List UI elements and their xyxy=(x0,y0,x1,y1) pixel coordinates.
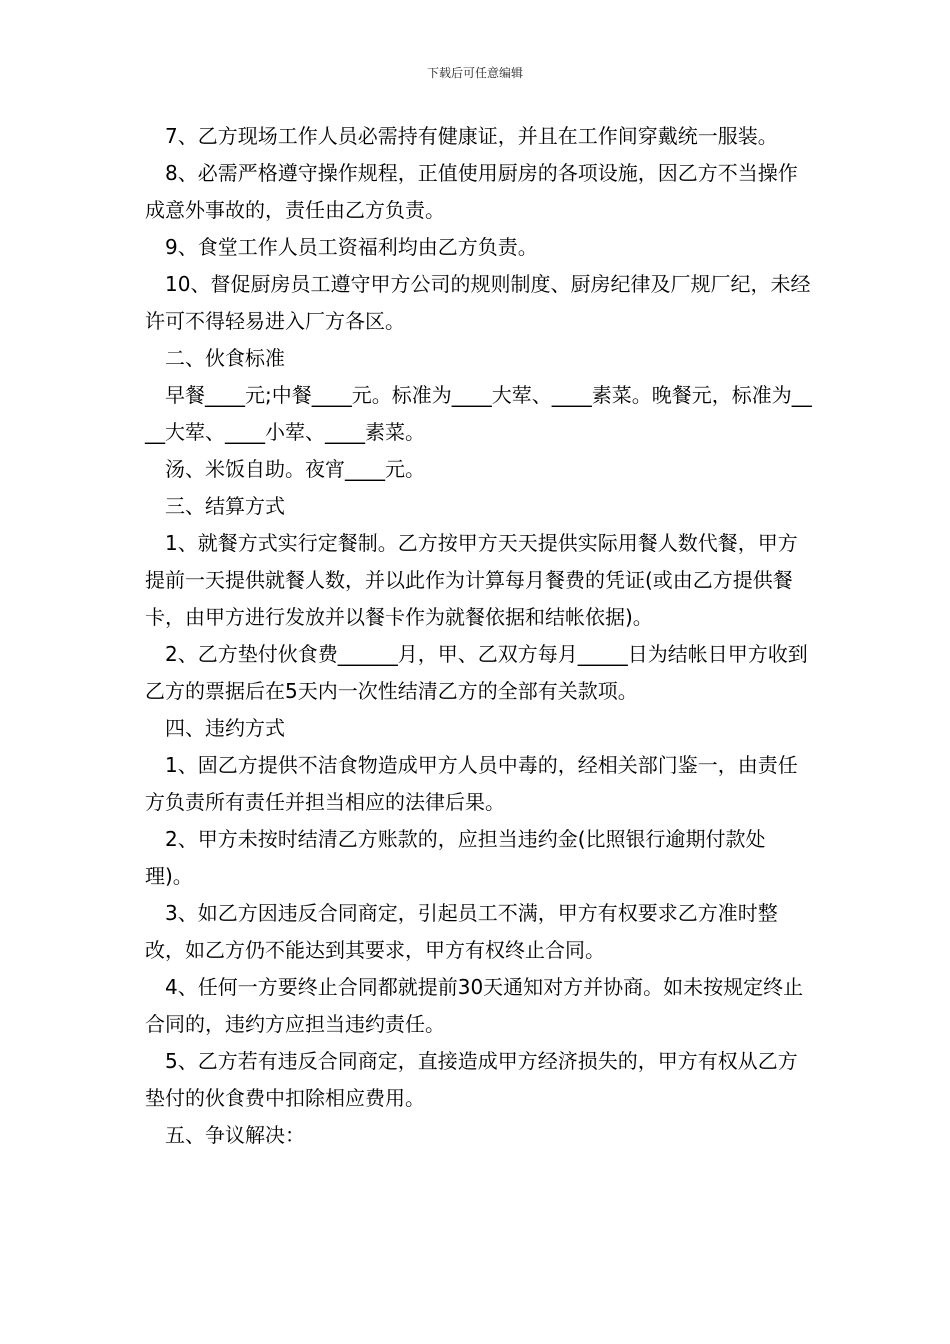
clause-9: 9、食堂工作人员工资福利均由乙方负责。 xyxy=(165,235,538,259)
settlement-clause-2: 2、乙方垫付伙食费______月，甲、乙双方每月_____日为结帐日甲方收到乙方的票据后在5天内一次性结清乙方的全部有关款项。 xyxy=(145,642,808,703)
clause-7: 7、乙方现场工作人员必需持有健康证，并且在工作间穿戴统一服装。 xyxy=(165,124,778,148)
section-heading-dispute: 五、争议解决： xyxy=(165,1123,305,1147)
document-body xyxy=(145,118,813,1154)
section-heading-meal-standard: 二、伙食标准 xyxy=(165,346,285,370)
header-note: 下载后可任意编辑 xyxy=(426,66,523,80)
meal-standard-extra: 汤、米饭自助。夜宵____元。 xyxy=(165,457,425,481)
breach-clause-5: 5、乙方若有违反合同商定，直接造成甲方经济损失的，甲方有权从乙方垫付的伙食费中扣除相应费用。 xyxy=(145,1049,798,1110)
clause-8: 8、必需严格遵守操作规程，正值使用厨房的各项设施，因乙方不当操作成意外事故的，责任由乙方负责。 xyxy=(145,161,798,222)
section-heading-breach: 四、违约方式 xyxy=(165,716,285,740)
breach-clause-1: 1、固乙方提供不洁食物造成甲方人员中毒的，经相关部门鉴一，由责任方负责所有责任并担当相应的法律后果。 xyxy=(145,753,798,814)
meal-standard-text: 早餐____元;中餐____元。标准为____大荤、____素菜。晚餐元，标准为____大荤、____小荤、____素菜。 xyxy=(145,383,812,444)
clause-10: 10、督促厨房员工遵守甲方公司的规则制度、厨房纪律及厂规厂纪，未经许可不得轻易进入厂方各区。 xyxy=(145,272,811,333)
settlement-clause-1: 1、就餐方式实行定餐制。乙方按甲方天天提供实际用餐人数代餐，甲方提前一天提供就餐人数，并以此作为计算每月餐费的凭证(或由乙方提供餐卡，由甲方进行发放并以餐卡作为就餐依据和结帐依据)。 xyxy=(145,531,798,629)
breach-clause-3: 3、如乙方因违反合同商定，引起员工不满，甲方有权要求乙方准时整改，如乙方仍不能达到其要求，甲方有权终止合同。 xyxy=(145,901,778,962)
section-heading-settlement: 三、结算方式 xyxy=(165,494,285,518)
breach-clause-2: 2、甲方未按时结清乙方账款的，应担当违约金(比照银行逾期付款处理)。 xyxy=(145,827,766,888)
breach-clause-4: 4、任何一方要终止合同都就提前30天通知对方并协商。如未按规定终止合同的，违约方应担当违约责任。 xyxy=(145,975,804,1036)
